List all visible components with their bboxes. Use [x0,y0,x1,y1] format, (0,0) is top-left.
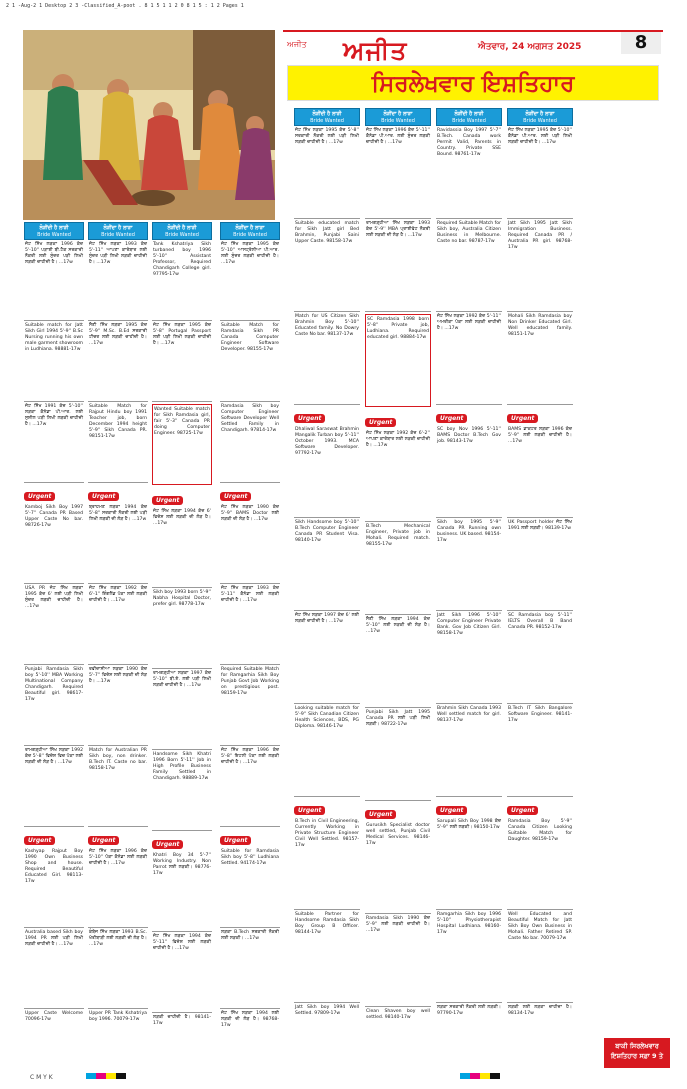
classified-ad: Suitable for Ramdasia Sikh boy 5'-8'' Ludhiana Settled. 94174-17w [220,847,280,928]
cmyk-label: C M Y K [30,1074,53,1081]
black-swatch [490,1073,500,1079]
classified-ad: Required Suitable Match for Sikh boy, Australia Citizen Business in Melbourne. Caste no bar. 98787-17w [436,219,502,312]
classified-ad: Match for Australian PR Sikh boy, non drinker. B.Tech IT. Caste no bar. 98158-17w [88,746,148,827]
classified-ad: ਜੱਟ ਸਿੱਖ ਲੜਕਾ 1992 ਕੱਦ 5'-11'' ਅਮਰੀਕਾ ਪੱਕਾ ਲਈ ਲੜਕੀ ਚਾਹੀਦੀ ਹੈ। ...17w [436,312,502,405]
classified-ad: Suitable Match for Rajput Hindu boy 1991 Teacher job, born December 1994 height 5'-9'' Sikh Canada PR. 98151-17w [88,402,148,483]
classified-ad: Dhaliwal Saraswat Brahmin Mangalik Turban boy 5'-11'' October 1993. MCA Software Developer. 97792-17w [294,425,360,518]
column-header-subtitle: Bride Wanted [381,118,415,124]
urgent-tag: Urgent [436,414,467,423]
column-header-title: ਲੋੜੀਂਦੀ ਹੈ ਲਾੜੀ [167,225,197,231]
classified-ad: Tank Kshatriya Sikh turbaned boy 1996 5'-10'' Assistant Professor, Required Chandigarh College girl. 97795-17w [152,240,212,321]
newspaper-brand: ਅਜੀਤ [343,36,408,65]
classified-ad: Brahmin Sikh Canada 1993 Well settled match for girl. 98137-17w [436,704,502,797]
classified-ad: Australia based Sikh boy 1994 PR ਲਈ ਪੜੀ ਲਿਖੀ ਲੜਕੀ ਚਾਹੀਦੀ ਹੈ। ...17w [24,928,84,1009]
urgent-tag: Urgent [24,836,55,845]
classified-ad: ਜੱਟ ਸਿੱਖ ਲੜਕਾ 1997 ਕੱਦ 6' ਲਈ ਲੜਕੀ ਚਾਹੀਦੀ ਹੈ। ...17w [294,611,360,704]
column-header [436,108,502,126]
section-title: ਸਿਰਲੇਖਵਾਰ ਇਸ਼ਤਿਹਾਰ [287,65,659,101]
column-header-subtitle: Bride Wanted [165,232,199,238]
column-header [220,222,280,240]
classified-ad: ਜੱਟ ਸਿੱਖ ਲੜਕਾ 1990 ਕੱਦ 5'-9'' BAMS Doctor ਲਈ ਲੜਕੀ ਦੀ ਲੋੜ ਹੈ। ...17w [220,503,280,584]
classified-ad: SC Ramdasia 1998 born 5'-8'' Private job, Ludhiana. Required educated girl. 98884-17w [365,314,431,407]
classified-ad: ਜੱਟ ਸਿੱਖ ਲੜਕਾ 1994 ਕੱਦ 6' ਵਿਦੇਸ਼ ਲਈ ਲੜਕੀ ਦੀ ਲੋੜ ਹੈ। ...17w [152,507,212,588]
continued-notice [604,1038,670,1068]
urgent-tag: Urgent [220,836,251,845]
dateline: ਐਤਵਾਰ, 24 ਅਗਸਤ 2025 [478,42,582,52]
classified-ad: ਜੱਟ ਸਿੱਖ ਲੜਕਾ 1995 ਕੱਦ 5'-10'' ਆਸਟ੍ਰੇਲੀਆ ਪੀ.ਆਰ. ਲਈ ਸੁੰਦਰ ਲੜਕੀ ਚਾਹੀਦੀ ਹੈ। ...17w [220,240,280,321]
classified-ad: ਰਾਮਗੜ੍ਹੀਆ ਲੜਕਾ 1997 ਕੱਦ 5'-10'' ਬੀ.ਏ. ਲਈ ਪੜੀ ਲਿਖੀ ਲੜਕੀ ਚਾਹੀਦੀ ਹੈ। ...17w [152,669,212,750]
classified-ad: ਜੱਟ ਸਿੱਖ ਲੜਕਾ 1995 ਕੱਦ 5'-8'' Portugal Passport ਲਈ ਪੜੀ ਲਿਖੀ ਲੜਕੀ ਚਾਹੀਦੀ ਹੈ। ...17w [152,321,212,402]
classified-ad: ਰਵੀਦਾਸੀਆ ਲੜਕਾ 1990 ਕੱਦ 5'-7'' ਵਿਦੇਸ਼ ਲਈ ਲੜਕੀ ਦੀ ਲੋੜ ਹੈ। ...17w [88,665,148,746]
classified-ad: Suitable educated match for Sikh Jatt girl Bed Brahmin, Punjabi Saini Upper Caste. 98158-17w [294,219,360,312]
classified-ad: Suitable match for Jatt Sikh Girl 1994 5'-9'' B.Sc Nursing running his own male garment showroom in Ludhiana. 98881-17w [24,321,84,402]
classified-ad: ਜੱਟ ਸਿੱਖ ਲੜਕਾ 1995 ਕੱਦ 5'-8'' ਸਰਕਾਰੀ ਨੌਕਰੀ ਲਈ ਪੜੀ ਲਿਖੀ ਲੜਕੀ ਚਾਹੀਦੀ ਹੈ। ...17w [294,126,360,219]
classified-ad: Jatt Sikh 1996 5'-10'' Computer Engineer Private Bank. Gov Job Citizen Girl. 98158-17w [436,611,502,704]
urgent-tag: Urgent [88,492,119,501]
classified-ad: Upper PR Tank Kshatriya boy 1996. 70079-17w [88,1009,148,1067]
cover-illustration [23,30,275,220]
urgent-tag: Urgent [294,414,325,423]
classified-ad: ਜੱਟ ਸਿੱਖ ਲੜਕਾ 1992 ਕੱਦ 6'-2'' ਆਪਣਾ ਕਾਰੋਬਾਰ ਲਈ ਲੜਕੀ ਚਾਹੀਦੀ ਹੈ। ...17w [365,429,431,522]
cyan-swatch [460,1073,470,1079]
black-swatch [116,1073,126,1079]
classified-ad: Clean Shaven boy well settled. 98140-17w [365,1007,431,1068]
urgent-tag: Urgent [220,492,251,501]
yellow-swatch [480,1073,490,1079]
classified-ad: ਬ੍ਰਾਹਮਣ ਲੜਕਾ 1994 ਕੱਦ 5'-8'' ਸਰਕਾਰੀ ਨੌਕਰੀ ਲਈ ਪੜੀ ਲਿਖੀ ਲੜਕੀ ਦੀ ਲੋੜ ਹੈ। ...17w [88,503,148,584]
classified-ad: USA PR ਜੱਟ ਸਿੱਖ ਲੜਕਾ 1995 ਕੱਦ 6' ਲਈ ਪੜੀ ਲਿਖੀ ਸੁੰਦਰ ਲੜਕੀ ਚਾਹੀਦੀ ਹੈ। ...17w [24,584,84,665]
classified-ad: Gurusikh Specialist doctor well settled, Punjab Civil Medical Services. 98146-17w [365,821,431,914]
classified-ad: ਜੱਟ ਸਿੱਖ ਲੜਕਾ 1996 ਕੱਦ 5'-8'' ਇਟਲੀ ਪੱਕਾ ਲਈ ਲੜਕੀ ਚਾਹੀਦੀ ਹੈ। ...17w [220,746,280,827]
column-header-title: ਲੋੜੀਂਦਾ ਹੈ ਲਾੜਾ [103,225,133,231]
classified-ad: ਲੜਕਾ B.Tech ਸਰਕਾਰੀ ਨੌਕਰੀ ਲਈ ਲੜਕੀ। ...17w [220,928,280,1009]
column-header-title: ਲੋੜੀਂਦਾ ਹੈ ਲਾੜਾ [525,111,555,117]
classified-ad: ਲੜਕਾ ਸਰਕਾਰੀ ਨੌਕਰੀ ਲਈ ਲੜਕੀ। 97790-17w [436,1003,502,1068]
classified-ad: Suitable Partner for Handsome Ramdasia Sikh Boy Group B Officer. 98144-17w [294,910,360,1003]
cyan-swatch [86,1073,96,1079]
classified-ad: Punjabi Sikh Jatt 1995 Canada PR ਲਈ ਪੜੀ ਲਿਖੀ ਲੜਕੀ। 98722-17w [365,708,431,801]
column-header-title: ਲੋੜੀਂਦੀ ਹੈ ਲਾੜੀ [39,225,69,231]
column-header [88,222,148,240]
urgent-tag: Urgent [294,806,325,815]
urgent-tag: Urgent [152,496,183,505]
ad-column [507,108,573,1068]
continued-line-2: ਇਸ਼ਤਿਹਾਰ ਸਫ਼ਾ 9 ਤੇ [610,1052,664,1060]
classified-ad: Handsome Sikh Khatri 1996 Born 5'-11'' Job in High Profile Business Family Settled in Chandigarh. 98889-17w [152,750,212,831]
classified-ad: Khatri Boy 34 5'-7'' Working Industry. Non Parrot ਲਈ ਲੜਕੀ। 98776-17w [152,851,212,932]
classified-ad: B.Tech in Civil Engineering, Currently Working in Private Structure Engineer Civil Well Settled. 98157-17w [294,817,360,910]
urgent-tag: Urgent [436,806,467,815]
column-header [294,108,360,126]
classified-ad: Looking suitable match for 5'-9'' Sikh Canadian Citizen Health Sciences, BDS, PG Diploma. 98146-17w [294,704,360,797]
classified-ad: ਕੰਬੋਜ ਸਿੱਖ ਲੜਕਾ 1993 B.Sc. ਖੇਤੀਬਾੜੀ ਲਈ ਲੜਕੀ ਦੀ ਲੋੜ ਹੈ। ...17w [88,928,148,1009]
classified-ad: ਜੱਟ ਸਿੱਖ ਲੜਕਾ 1993 ਕੱਦ 5'-11'' ਕੈਨੇਡਾ ਲਈ ਲੜਕੀ ਚਾਹੀਦੀ ਹੈ। ...17w [220,584,280,665]
classified-ad: Ramdasia Boy 5'-9'' Canada Citizen Looking Suitable Match for Daughter. 98159-17w [507,817,573,910]
classified-ad: Jatt Sikh 1995 Jatt Sikh Immigration Business. Required Canada PR / Australia PR girl. 98768-17w [507,219,573,312]
classified-ad: ਸੈਣੀ ਸਿੱਖ ਲੜਕਾ 1995 ਕੱਦ 5'-9'' M.Sc. B.Ed ਸਰਕਾਰੀ ਟੀਚਰ ਲਈ ਲੜਕੀ ਚਾਹੀਦੀ ਹੈ। ...17w [88,321,148,402]
classified-ad: Sarupali Sikh Boy 1998 ਕੱਦ 5'-9'' ਲਈ ਲੜਕੀ। 98150-17w [436,817,502,910]
color-registration-bars [86,1073,126,1079]
column-header [507,108,573,126]
column-header-title: ਲੋੜੀਂਦੀ ਹੈ ਲਾੜੀ [312,111,342,117]
ad-column [436,108,502,1068]
column-header-title: ਲੋੜੀਂਦੀ ਹੈ ਲਾੜੀ [454,111,484,117]
ad-column [24,222,84,1067]
classified-ad: Upper Caste Welcome 70096-17w [24,1009,84,1067]
urgent-tag: Urgent [88,836,119,845]
column-header [365,108,431,126]
classified-ad: Jatt Sikh boy 1994 Well Settled. 97809-17w [294,1003,360,1068]
ad-column [294,108,360,1068]
classified-ad: ਜੱਟ ਸਿੱਖ ਲੜਕਾ 1996 ਕੱਦ 5'-11'' ਕੈਨੇਡਾ ਪੀ.ਆਰ. ਲਈ ਸੁੰਦਰ ਲੜਕੀ ਚਾਹੀਦੀ ਹੈ। ...17w [365,126,431,219]
urgent-tag: Urgent [152,840,183,849]
urgent-tag: Urgent [365,810,396,819]
classified-ad: SC Ramdasia boy 5'-11'' IELTS Overall B Band Canada PR. 98152-17w [507,611,573,704]
magenta-swatch [470,1073,480,1079]
urgent-tag: Urgent [507,414,538,423]
classified-ad: SC boy Nov 1996 5'-11'' BAMS Doctor B.Tech Gov job. 98143-17w [436,425,502,518]
column-header-subtitle: Bride Wanted [37,232,71,238]
column-header-title: ਲੋੜੀਂਦਾ ਹੈ ਲਾੜਾ [235,225,265,231]
urgent-tag: Urgent [24,492,55,501]
classified-ad: Sikh boy 1993 born 5'-9'' Nabha Hospital Doctor, prefer girl. 98778-17w [152,588,212,669]
classified-ad: ਜੱਟ ਸਿੱਖ ਲੜਕਾ 1994 ਕੱਦ 5'-11'' ਵਿਦੇਸ਼ ਲਈ ਲੜਕੀ ਚਾਹੀਦੀ ਹੈ। ...17w [152,932,212,1013]
women-gathering-illustration [23,30,275,220]
classified-ad: Kashyap Rajput Boy 1990 Own Business Shop and house. Required Beautiful Educated Girl. 98113-17w [24,847,84,928]
classified-ad: Kamboj Sikh Boy 1997 5'-7'' Canada PR Based Upper Caste No bar. 98726-17w [24,503,84,584]
classified-ad: Ramdasia Sikh 1990 ਕੱਦ 5'-9'' ਲਈ ਲੜਕੀ ਚਾਹੀਦੀ ਹੈ। ...17w [365,914,431,1007]
classified-ad: Sikh Handsome boy 5'-10'' B.Tech Computer Engineer Canada PR Student Visa. 98140-17w [294,518,360,611]
classified-ad: BAMS ਡਾਕਟਰ ਲੜਕਾ 1996 ਕੱਦ 5'-9'' ਲਈ ਲੜਕੀ ਚਾਹੀਦੀ ਹੈ। ...17w [507,425,573,518]
classified-ad: B.Tech IT Sikh Bangalore Software Engineer. 98141-17w [507,704,573,797]
classified-ad: Suitable Match for Ramdasia Sikh PR Canada Computer Engineer Software Developer. 98155-17w [220,321,280,402]
classified-ad: ਰਾਮਗੜ੍ਹੀਆ ਸਿੱਖ ਲੜਕਾ 1993 ਕੱਦ 5'-9'' MBA ਪ੍ਰਾਈਵੇਟ ਨੌਕਰੀ ਲਈ ਲੜਕੀ ਦੀ ਲੋੜ ਹੈ। ...17w [365,219,431,312]
magenta-swatch [96,1073,106,1079]
urgent-tag: Urgent [507,806,538,815]
column-header-subtitle: Bride Wanted [523,118,557,124]
classified-ad: ਜੱਟ ਸਿੱਖ ਲੜਕਾ 1992 ਕੱਦ 6'-1'' ਇੰਗਲੈਂਡ ਪੱਕਾ ਲਈ ਲੜਕੀ ਚਾਹੀਦੀ ਹੈ। ...17w [88,584,148,665]
column-header [152,222,212,240]
color-registration-bars-right [460,1073,500,1079]
yellow-swatch [106,1073,116,1079]
classified-ad: Punjabi Ramdasia Sikh boy 5'-10'' MBA Working Multinational Company Chandigarh. Required Beautiful girl. 98617-17w [24,665,84,746]
classified-ad: ਸੈਣੀ ਸਿੱਖ ਲੜਕਾ 1994 ਕੱਦ 5'-10'' ਲਈ ਲੜਕੀ ਦੀ ਲੋੜ ਹੈ। ...17w [365,615,431,708]
page-number: 8 [621,32,661,54]
column-header-title: ਲੋੜੀਂਦਾ ਹੈ ਲਾੜਾ [383,111,413,117]
page-masthead [283,30,663,102]
classified-ad: UK Passport holder ਜੱਟ ਸਿੱਖ 1991 ਲਈ ਲੜਕੀ। 98139-17w [507,518,573,611]
classified-ad: B.Tech Mechanical Engineer, Private job in Mohali. Required match. 98155-17w [365,522,431,615]
classified-ad: Sikh boy 1995 5'-9'' Canada PR Running own business. UK based. 98154-17w [436,518,502,611]
column-header-subtitle: Bride Wanted [452,118,486,124]
ad-column [152,222,212,1067]
print-info-line: 2 1 -Aug-2 1 Desktop 2 3 -Classified_A-poot . 8 1 5 1 1 2 0 8 1 5 : 1 2 Pages 1 [6,3,244,9]
classified-ad: ਲੜਕੀ ਚਾਹੀਦੀ ਹੈ। 98141-17w [152,1013,212,1067]
classified-ad: Match for US Citizen Sikh Brahmin Boy 5'-10'' Educated family. No Dowry Caste No bar. 98137-17w [294,312,360,405]
ad-column [88,222,148,1067]
ad-column [220,222,280,1067]
classified-ad: ਰਾਮਗੜ੍ਹੀਆ ਸਿੱਖ ਲੜਕਾ 1992 ਕੱਦ 5'-8'' ਵਿਦੇਸ਼ ਵਿਚ ਪੱਕਾ ਲਈ ਲੜਕੀ ਦੀ ਲੋੜ ਹੈ। ...17w [24,746,84,827]
classified-ad: ਜੱਟ ਸਿੱਖ ਲੜਕਾ 1993 ਕੱਦ 5'-11'' ਆਪਣਾ ਕਾਰੋਬਾਰ ਲਈ ਸੁੰਦਰ ਪੜੀ ਲਿਖੀ ਲੜਕੀ ਚਾਹੀਦੀ ਹੈ। ...17w [88,240,148,321]
classified-ad: ਜੱਟ ਸਿੱਖ 1991 ਕੱਦ 5'-10'' ਲੜਕਾ ਕੈਨੇਡਾ ਪੀ.ਆਰ. ਲਈ ਸੁਸ਼ੀਲ ਪੜੀ ਲਿਖੀ ਲੜਕੀ ਚਾਹੀਦੀ ਹੈ। ...17w [24,402,84,483]
column-header [24,222,84,240]
masthead-small-label: ਅਜੀਤ [287,40,307,49]
classified-ad: Ravidassia Boy 1997 5'-7'' B.Tech. Canada work Permit Valid, Parents in Country. Private SSE Bound. 98761-17w [436,126,502,219]
classified-ad: Mohali Sikh Ramdasia boy Non Drinker Educated Girl. Well educated family. 98151-17w [507,312,573,405]
classified-ad: Ramdasia Sikh boy Computer Engineer Software Developer Well Settled Family in Chandigarh. 97814-17w [220,402,280,483]
urgent-tag: Urgent [365,418,396,427]
classified-ad: ਜੱਟ ਸਿੱਖ ਲੜਕਾ 1994 ਲਈ ਲੜਕੀ ਦੀ ਲੋੜ ਹੈ। 98768-17w [220,1009,280,1067]
classified-ad: Wanted Suitable match for Sikh Ramdasia girl, fair 5'-3'' Canada PR doing Computer Engineer. 98725-17w [152,404,212,485]
classified-ad: ਜੱਟ ਸਿੱਖ ਲੜਕਾ 1996 ਕੱਦ 5'-10'' ਪੜਾਈ ਬੀ.ਟੈਕ ਸਰਕਾਰੀ ਨੌਕਰੀ ਲਈ ਸੁੰਦਰ ਪੜੀ ਲਿਖੀ ਲੜਕੀ ਚਾਹੀਦੀ ਹੈ। ...17w [24,240,84,321]
classified-ad: ਜੱਟ ਸਿੱਖ ਲੜਕਾ 1995 ਕੱਦ 5'-10'' ਕੈਨੇਡਾ ਪੀ.ਆਰ. ਲਈ ਪੜੀ ਲਿਖੀ ਲੜਕੀ ਚਾਹੀਦੀ ਹੈ। ...17w [507,126,573,219]
column-header-subtitle: Bride Wanted [310,118,344,124]
ad-column [365,108,431,1068]
classified-ad: ਲੜਕੀ ਲਈ ਲੜਕਾ ਚਾਹੀਦਾ ਹੈ। 98134-17w [507,1003,573,1068]
classified-ad: Required Suitable Match for Ramgarhia Sikh Boy Punjab Govt Job Working on prestigious post. 98159-17w [220,665,280,746]
classified-ad: Ramgarhia Sikh boy 1996 5'-10'' Physiotherapist Hospital Ludhiana. 98160-17w [436,910,502,1003]
classified-ad: Well Educated and Beautiful Match for Jatt Sikh Boy Own Business in Mohali. Father Retired SP. Caste No bar. 70079-17w [507,910,573,1003]
classified-ad: ਜੱਟ ਸਿੱਖ ਲੜਕਾ 1996 ਕੱਦ 5'-10'' ਪੱਕਾ ਕੈਨੇਡਾ ਲਈ ਲੜਕੀ ਚਾਹੀਦੀ ਹੈ। ...17w [88,847,148,928]
continued-line-1: ਬਾਕੀ ਸਿਰਲੇਖਵਾਰ [615,1042,659,1050]
column-header-subtitle: Bride Wanted [233,232,267,238]
column-header-subtitle: Bride Wanted [101,232,135,238]
